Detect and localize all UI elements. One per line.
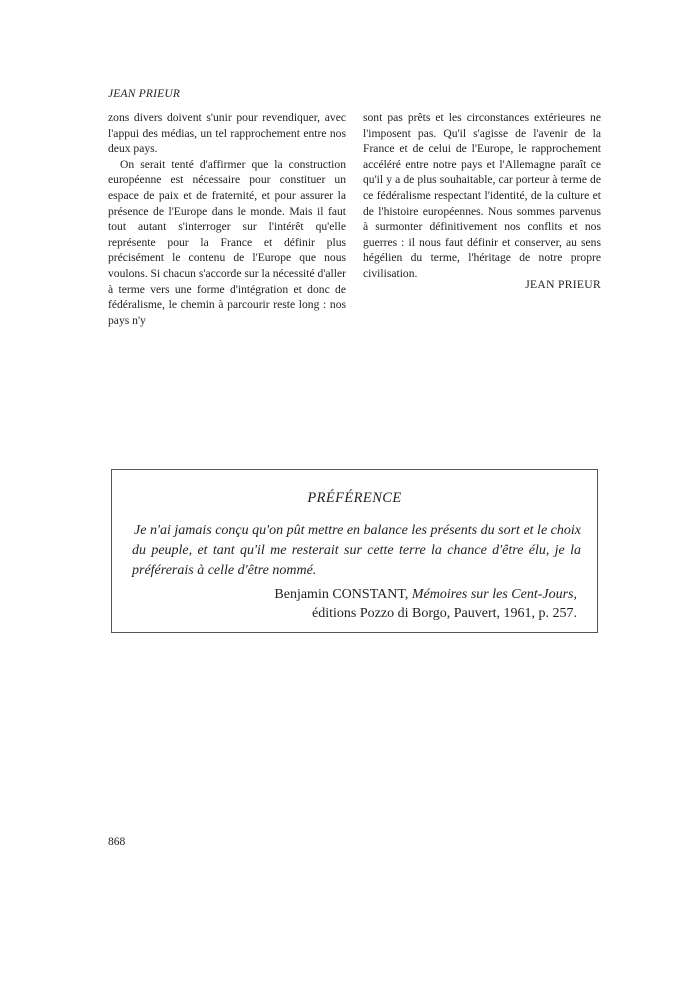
author-signature: JEAN PRIEUR (525, 278, 601, 291)
paragraph: sont pas prêts et les circonstances extérieures ne l'imposent pas. Qu'il s'agisse de l'avenir de la France et de celui de l'Europe, le rapprochement accéléré entre notre pays et l'Allemagne paraît ce qu'il y a de plus souhaitable, car porteur à terme de ce fédéralisme respectant l'identité, de la culture et de l'histoire européennes. Nous sommes parvenus à surmonter définitivement nos conflits et nos guerres : il nous faut définir et conserver, au sens hégélien du terme, l'héritage de notre propre civilisation. (363, 111, 601, 280)
right-column (363, 110, 601, 282)
running-head: JEAN PRIEUR (108, 88, 181, 100)
preference-box (111, 469, 598, 633)
citation-author-first: Benjamin (274, 587, 329, 602)
page-number: 868 (108, 836, 126, 848)
citation-publication: éditions Pozzo di Borgo, Pauvert, 1961, p. 257. (312, 606, 577, 621)
citation-work-title: Mémoires sur les Cent-Jours, (411, 587, 577, 602)
quotation: Je n'ai jamais conçu qu'on pût mettre en balance les présents du sort et le choix du peuple, et tant qu'il me resterait sur cette terre la chance d'être élu, je la préférerais à celle d'être nommé. (132, 523, 581, 578)
paragraph: On serait tenté d'affirmer que la construction européenne est nécessaire pour constituer un espace de paix et de fraternité, et pour assurer la présence de l'Europe dans le monde. Mais il faut tout autant s'interroger sur l'intérêt qu'elle représente pour la France et définir plus précisément le contenu de l'Europe que nous voulons. Si chacun s'accorde sur la nécessité d'aller à terme vers une forme d'intégration et donc de fédéralisme, le chemin à parcourir reste long : nos pays n'y (108, 157, 346, 327)
left-column (108, 110, 346, 328)
box-title: PRÉFÉRENCE (307, 490, 402, 506)
paragraph: zons divers doivent s'unir pour revendiquer, avec l'appui des médias, un tel rapprochement entre nos deux pays. (108, 111, 346, 156)
citation (247, 585, 577, 623)
citation-author-last: CONSTANT, (332, 587, 409, 602)
